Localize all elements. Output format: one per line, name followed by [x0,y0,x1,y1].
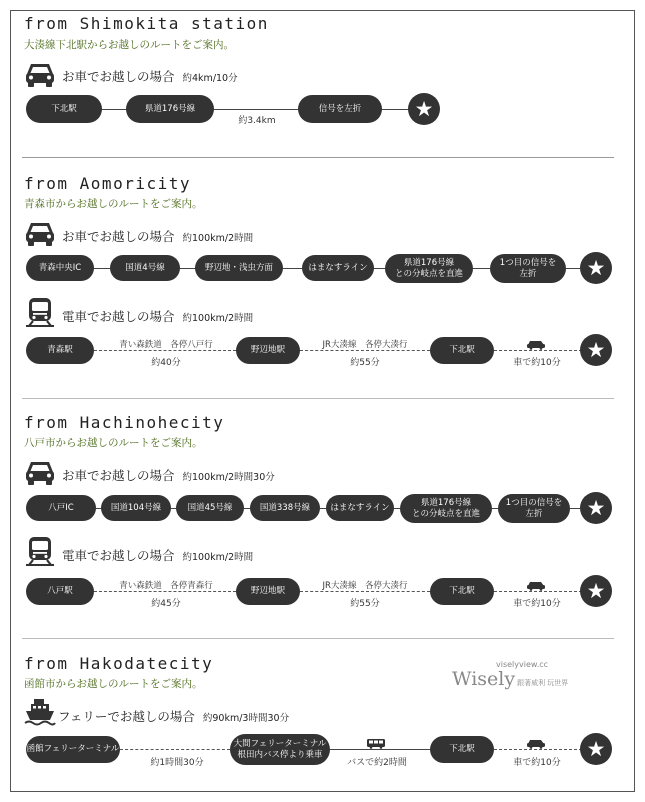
section-divider [22,157,614,158]
stop-noheji-station: 野辺地駅 [236,578,300,605]
segment-label: 青い森鉄道 各停八戸行 [119,340,213,350]
mode-distance: 約90km/3時間30分 [202,713,290,724]
destination-star-icon: ★ [580,575,612,607]
stop-hakodate-ferry-terminal: 函館フェリーターミナル [26,736,120,763]
watermark-brand: Wisely [452,668,516,690]
segment-label: JR大湊線 各停大湊行 [322,581,408,591]
watermark-sub: 跟著威利 玩世界 [517,679,569,687]
train-icon [24,535,56,567]
section-subtitle-aomori: 青森市からお越しのルートをご案内。 [24,198,203,210]
stop-first-signal-left: 1つ目の信号を 左折 [490,254,566,283]
stop-route-176: 県道176号線 [126,95,214,123]
mode-distance: 約100km/2時間 [182,552,254,563]
stop-hachinohe-station: 八戸駅 [26,578,94,605]
car-icon [526,340,546,350]
train-icon [24,296,56,328]
segment-label: 車で約10分 [513,758,561,768]
car-icon [24,458,56,486]
mode-car-aomori [62,227,253,245]
mode-label: 電車でお越しの場合 [62,548,175,563]
route-dashed-line [94,350,236,351]
segment-label: 青い森鉄道 各停青森行 [119,581,213,591]
stop-shimokita-station: 下北駅 [430,337,494,364]
section-subtitle-shimokita: 大湊線下北駅からお越しのルートをご案内。 [24,39,234,51]
route-dashed-line [300,591,430,592]
mode-distance: 約100km/2時間 [182,233,254,244]
destination-star-icon: ★ [408,93,440,125]
segment-label: 約55分 [350,358,380,368]
stop-hachinohe-ic: 八戸IC [26,495,96,521]
route-dashed-line [300,350,430,351]
destination-star-icon: ★ [580,252,612,284]
stop-turn-left: 信号を左折 [298,95,382,123]
section-subtitle-hakodate: 函館市からお越しのルートをご案内。 [24,678,203,690]
stop-route-338: 国道338号線 [250,495,320,521]
watermark-url: viselyview.cc [496,660,549,669]
segment-label: 車で約10分 [513,599,561,609]
bus-icon [366,738,386,749]
stop-route-104: 国道104号線 [101,495,171,521]
section-divider [22,398,614,399]
stop-route-176-junction: 県道176号線 との分岐点を直進 [385,254,473,283]
route-dashed-line [120,749,230,750]
route-dashed-line [494,749,582,750]
section-title-shimokita: from Shimokita station [24,14,269,33]
mode-label: お車でお越しの場合 [62,229,175,244]
stop-shimokita-station: 下北駅 [430,736,494,763]
stop-route-4: 国道4号線 [110,255,180,281]
destination-star-icon: ★ [580,334,612,366]
stop-route-176-junction: 県道176号線 との分岐点を直進 [400,494,492,523]
segment-label: 約1時間30分 [150,758,204,768]
stop-shimokita-station: 下北駅 [430,578,494,605]
mode-car-shimokita [62,67,238,85]
route-dashed-line [494,350,582,351]
mode-label: お車でお越しの場合 [62,468,175,483]
watermark-logo [452,660,569,690]
mode-train-hachinohe [62,546,253,564]
mode-ferry-hakodate [58,707,289,725]
route-line [330,749,430,750]
stop-route-45: 国道45号線 [176,495,244,521]
stop-shimokita-station: 下北駅 [26,95,102,123]
stop-noheji-asamushi: 野辺地・浅虫方面 [195,255,283,281]
route-dashed-line [94,591,236,592]
stop-aomori-station: 青森駅 [26,337,94,364]
car-icon [526,581,546,591]
stop-aomori-chuo-ic: 青森中央IC [26,255,94,281]
stop-oma-ferry-terminal: 大間フェリーターミナル 根田内バス停より乗車 [230,734,330,765]
car-icon [24,60,56,88]
mode-label: お車でお越しの場合 [62,69,175,84]
segment-label: 約40分 [151,358,181,368]
segment-label: JR大湊線 各停大湊行 [322,340,408,350]
destination-star-icon: ★ [580,492,612,524]
segment-label: 約55分 [350,599,380,609]
mode-train-aomori [62,307,253,325]
section-subtitle-hachinohe: 八戸市からお越しのルートをご案内。 [24,437,203,449]
route-dashed-line [494,591,582,592]
car-icon [526,739,546,749]
mode-label: フェリーでお越しの場合 [58,709,195,724]
mode-distance: 約100km/2時間30分 [182,472,275,483]
destination-star-icon: ★ [580,733,612,765]
segment-label: バスで約2時間 [347,758,407,768]
segment-label: 約3.4km [238,116,276,126]
section-title-hakodate: from Hakodatecity [24,654,214,673]
section-title-aomori: from Aomoricity [24,174,191,193]
mode-distance: 約4km/10分 [182,73,238,84]
mode-car-hachinohe [62,466,275,484]
stop-hamanasu-line: はまなすライン [326,495,394,521]
mode-distance: 約100km/2時間 [182,313,254,324]
section-title-hachinohe: from Hachinohecity [24,413,225,432]
segment-label: 車で約10分 [513,358,561,368]
ferry-icon [24,697,56,727]
mode-label: 電車でお越しの場合 [62,309,175,324]
section-divider [22,638,614,639]
stop-first-signal-left: 1つ目の信号を 左折 [498,494,570,523]
stop-noheji-station: 野辺地駅 [236,337,300,364]
car-icon [24,219,56,247]
stop-hamanasu-line: はまなすライン [302,255,374,281]
segment-label: 約45分 [151,599,181,609]
